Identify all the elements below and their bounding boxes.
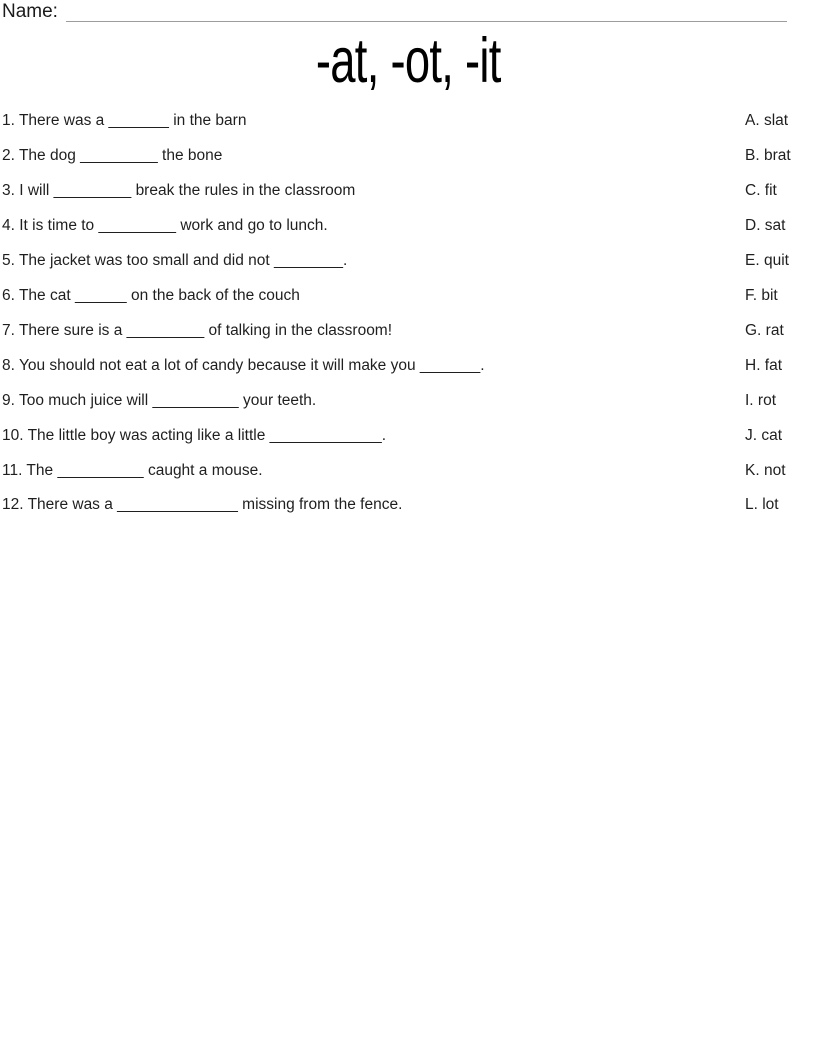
answer-option: L. lot bbox=[745, 496, 779, 514]
answer-option: A. slat bbox=[745, 112, 789, 130]
worksheet-row bbox=[2, 139, 816, 174]
question-item: 4. It is time to _________ work and go to lunch. bbox=[2, 217, 328, 235]
worksheet-row bbox=[2, 348, 816, 383]
question-item: 9. Too much juice will __________ your teeth. bbox=[2, 391, 317, 409]
worksheet-row bbox=[2, 244, 816, 279]
worksheet-row bbox=[2, 313, 816, 348]
worksheet-row bbox=[2, 174, 816, 209]
worksheet-row bbox=[2, 209, 816, 244]
answer-option: C. fit bbox=[745, 182, 777, 200]
question-item: 1. There was a _______ in the barn bbox=[2, 112, 247, 130]
question-item: 6. The cat ______ on the back of the couch bbox=[2, 286, 300, 304]
page-title-text: -at, -ot, -it bbox=[315, 26, 501, 96]
name-fill-line bbox=[66, 4, 787, 22]
question-item: 11. The __________ caught a mouse. bbox=[2, 461, 263, 479]
answer-option: F. bit bbox=[745, 286, 778, 304]
name-row bbox=[2, 1, 787, 22]
answer-option: D. sat bbox=[745, 217, 786, 235]
worksheet-row bbox=[2, 104, 816, 139]
answer-option: H. fat bbox=[745, 356, 783, 374]
answer-option: B. brat bbox=[745, 147, 791, 165]
answer-option: J. cat bbox=[745, 426, 783, 444]
question-item: 8. You should not eat a lot of candy because it will make you _______. bbox=[2, 356, 485, 374]
question-item: 7. There sure is a _________ of talking in the classroom! bbox=[2, 321, 393, 339]
name-label: Name: bbox=[2, 1, 58, 22]
question-item: 10. The little boy was acting like a little _____________. bbox=[2, 426, 387, 444]
worksheet-row bbox=[2, 453, 816, 488]
worksheet-row bbox=[2, 488, 816, 523]
question-item: 3. I will _________ break the rules in the classroom bbox=[2, 182, 356, 200]
worksheet-row bbox=[2, 383, 816, 418]
worksheet-body bbox=[2, 104, 816, 523]
page-title bbox=[0, 27, 816, 95]
worksheet-row bbox=[2, 418, 816, 453]
question-item: 2. The dog _________ the bone bbox=[2, 147, 223, 165]
answer-option: K. not bbox=[745, 461, 786, 479]
worksheet-row bbox=[2, 279, 816, 314]
answer-option: I. rot bbox=[745, 391, 777, 409]
question-item: 12. There was a ______________ missing from the fence. bbox=[2, 496, 403, 514]
question-item: 5. The jacket was too small and did not ________. bbox=[2, 252, 348, 270]
answer-option: G. rat bbox=[745, 321, 784, 339]
answer-option: E. quit bbox=[745, 252, 789, 270]
